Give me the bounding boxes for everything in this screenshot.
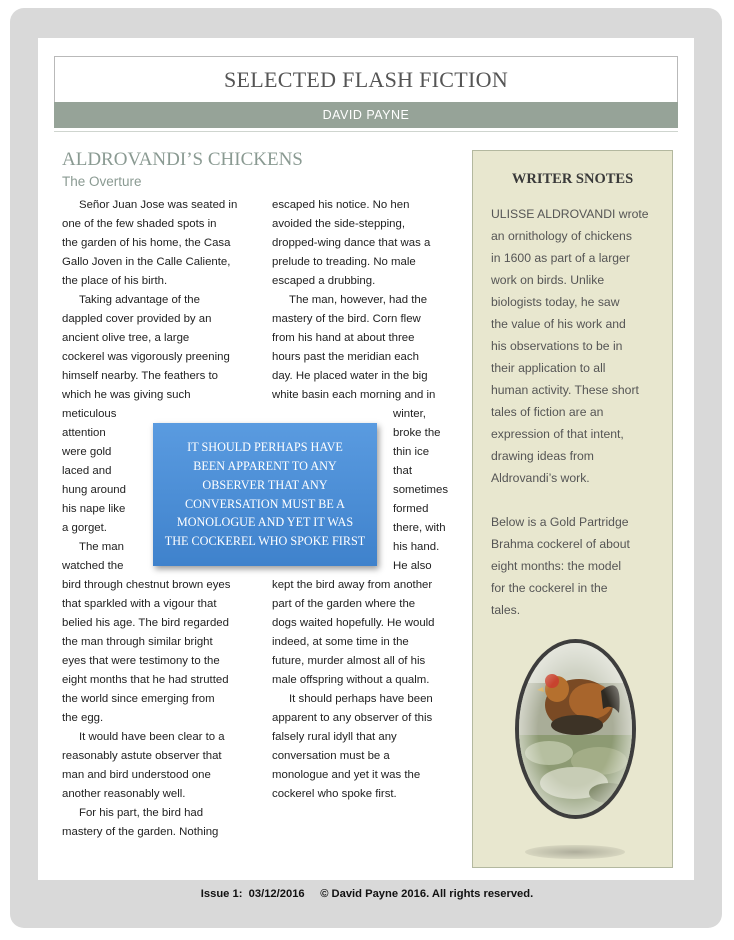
text-line: an ornithology of chickens	[491, 229, 632, 243]
text-line: ULISSE ALDROVANDI wrote	[491, 207, 649, 221]
text-line: hung around	[62, 484, 126, 496]
text-line: Taking advantage of the	[79, 294, 200, 306]
sidebar-text	[491, 203, 661, 621]
text-line: future, murder almost all of his	[272, 655, 426, 667]
text-line: biologists today, he saw	[491, 295, 620, 309]
text-line: It should perhaps have been	[289, 693, 433, 705]
photo-shadow	[525, 845, 625, 859]
pull-quote-line: THE COCKEREL WHO SPOKE FIRST	[164, 534, 366, 549]
text-line: man and bird understood one	[62, 769, 211, 781]
text-line: another reasonably well.	[62, 788, 186, 800]
text-line: tales of fiction are an	[491, 405, 604, 419]
story-subtitle: The Overture	[62, 174, 142, 189]
text-line: himself nearby. The feathers to	[62, 370, 218, 382]
sidebar-title: WRITER SNOTES	[511, 171, 634, 187]
text-line: dropped-wing dance that was a	[272, 237, 431, 249]
text-line: kept the bird away from another	[272, 579, 433, 591]
footer	[0, 888, 734, 900]
text-line: sometimes	[393, 484, 449, 496]
text-line: that sparkled with a vigour that	[62, 598, 217, 610]
text-line: drawing ideas from	[491, 449, 594, 463]
text-line: Brahma cockerel of about	[491, 537, 630, 551]
text-line: apparent to any observer of this	[272, 712, 433, 724]
text-line: The man	[79, 541, 124, 553]
paragraph	[272, 576, 458, 690]
paragraph	[62, 538, 258, 728]
paragraph	[62, 728, 258, 804]
text-line: Aldrovandi’s work.	[491, 471, 590, 485]
text-line: were gold	[62, 446, 112, 458]
text-line: the place of his birth.	[62, 275, 168, 287]
text-line: ancient olive tree, a large	[62, 332, 190, 344]
text-line: falsely rural idyll that any	[272, 731, 397, 743]
pull-quote-line: MONOLOGUE AND YET IT WAS	[176, 515, 354, 530]
text-line: eyes that were testimony to the	[62, 655, 220, 667]
text-line: part of the garden where the	[272, 598, 416, 610]
text-line: for the cockerel in the	[491, 581, 608, 595]
issue-date: Issue 1: 03/12/2016	[200, 888, 305, 900]
wrapped-lines	[393, 405, 458, 576]
text-line: Gallo Joven in the Calle Caliente,	[62, 256, 231, 268]
paragraph	[272, 291, 458, 405]
text-line: The man, however, had the	[289, 294, 428, 306]
text-line: formed	[393, 503, 429, 515]
text-line: mastery of the garden. Nothing	[62, 826, 219, 838]
paragraph	[62, 804, 258, 842]
text-line: prelude to treading. No male	[272, 256, 416, 268]
text-line: thin ice	[393, 446, 430, 458]
text-line: monologue and yet it was the	[272, 769, 421, 781]
text-line: which he was giving such	[62, 389, 191, 401]
writer-notes-sidebar	[472, 150, 673, 868]
text-line: meticulous	[62, 408, 117, 420]
text-line: escaped his notice. No hen	[272, 199, 410, 211]
text-line: For his part, the bird had	[79, 807, 204, 819]
text-line: conversation must be a	[272, 750, 390, 762]
text-line: escaped a drubbing.	[272, 275, 376, 287]
text-line: belied his age. The bird regarded	[62, 617, 229, 629]
paragraph	[272, 690, 458, 804]
pull-quote-line: CONVERSATION MUST BE A	[185, 496, 345, 511]
text-line: bird through chestnut brown eyes	[62, 579, 231, 591]
text-line: their application to all	[491, 361, 606, 375]
text-line: broke the	[393, 427, 441, 439]
text-line: eight months that he had strutted	[62, 674, 229, 686]
text-line: the value of his work and	[491, 317, 626, 331]
text-line: in 1600 as part of a larger	[491, 251, 630, 265]
text-line: the man through similar bright	[62, 636, 213, 648]
text-line: that	[393, 465, 412, 477]
text-line: eight months: the model	[491, 559, 622, 573]
text-line: reasonably astute observer that	[62, 750, 222, 762]
pull-quote	[153, 423, 377, 566]
text-line: indeed, at some time in the	[272, 636, 409, 648]
cockerel-photo	[515, 639, 636, 819]
text-line: Señor Juan Jose was seated in	[79, 199, 238, 211]
pull-quote-line: IT SHOULD PERHAPS HAVE	[187, 440, 343, 455]
text-line: white basin each morning and in	[272, 389, 436, 401]
text-line: He also	[393, 560, 432, 572]
text-line: cockerel was vigorously preening	[62, 351, 230, 363]
text-line: his nape like	[62, 503, 126, 515]
text-line: the egg.	[62, 712, 104, 724]
story-title: ALDROVANDI’S CHICKENS	[62, 149, 303, 170]
text-line: attention	[62, 427, 106, 439]
author-bar	[54, 102, 678, 128]
text-line: tales.	[491, 603, 521, 617]
header-divider	[54, 131, 678, 132]
text-line: human activity. These short	[491, 383, 639, 397]
text-line: It would have been clear to a	[79, 731, 225, 743]
text-line: there, with	[393, 522, 446, 534]
cockerel-image	[519, 643, 632, 815]
text-line: cockerel who spoke first.	[272, 788, 397, 800]
text-line: day. He placed water in the big	[272, 370, 428, 382]
text-line: the world since emerging from	[62, 693, 215, 705]
paragraph	[62, 196, 258, 291]
text-line: winter,	[393, 408, 426, 420]
text-line: avoided the side-stepping,	[272, 218, 405, 230]
text-line: hours past the meridian each	[272, 351, 419, 363]
text-line: expression of that intent,	[491, 427, 624, 441]
text-line: the garden of his home, the Casa	[62, 237, 231, 249]
paragraph	[272, 196, 458, 291]
text-line: a gorget.	[62, 522, 107, 534]
text-line: his observations to be in	[491, 339, 623, 353]
text-line: dappled cover provided by an	[62, 313, 212, 325]
author-name: DAVID PAYNE	[322, 108, 410, 122]
text-line: mastery of the bird. Corn flew	[272, 313, 421, 325]
newsletter-title: SELECTED FLASH FICTION	[54, 56, 678, 103]
pull-quote-line: OBSERVER THAT ANY	[202, 477, 328, 492]
text-line: laced and	[62, 465, 112, 477]
text-line: his hand.	[393, 541, 440, 553]
copyright-notice: © David Payne 2016. All rights reserved.	[320, 888, 534, 900]
newsletter-page	[38, 38, 694, 880]
text-line: from his hand at about three	[272, 332, 415, 344]
text-line: dogs waited hopefully. He would	[272, 617, 435, 629]
text-line: one of the few shaded spots in	[62, 218, 217, 230]
text-line: work on birds. Unlike	[491, 273, 605, 287]
pull-quote-line: BEEN APPARENT TO ANY	[193, 458, 337, 473]
text-line: Below is a Gold Partridge	[491, 515, 629, 529]
text-line: watched the	[62, 560, 124, 572]
text-line: male offspring without a qualm.	[272, 674, 430, 686]
